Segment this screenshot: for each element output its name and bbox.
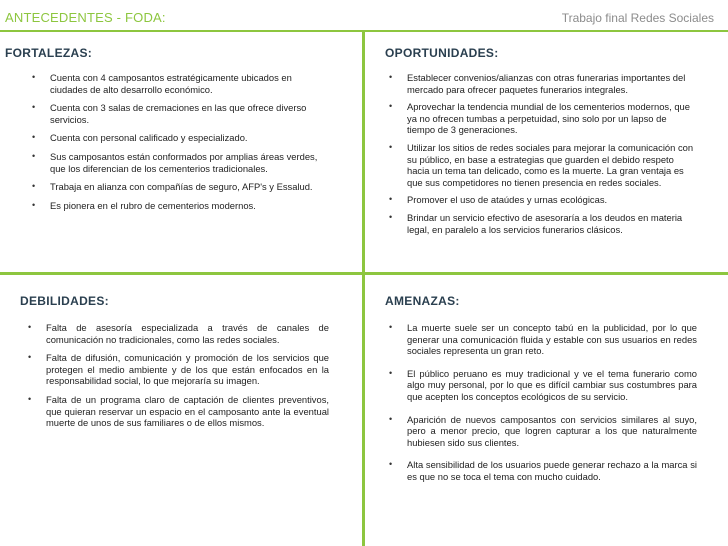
list-item-text: Cuenta con 4 camposantos estratégicamente ubicados en ciudades de alto desarrollo económico.: [50, 72, 292, 95]
list-item-text: Falta de un programa claro de captación de clientes preventivos, que quieran reservar un espacio en el camposanto ante la eventual muerte de unos de sus familiares o de ellos mismos.: [46, 393, 329, 429]
bullet-icon: •: [389, 72, 393, 82]
list-item: [389, 72, 697, 95]
list-item: [389, 367, 697, 403]
bullet-icon: •: [389, 322, 393, 332]
list-item: [389, 211, 697, 235]
debilidades-title: DEBILIDADES:: [20, 294, 109, 308]
list-item-text: Sus camposantos están conformados por amplias áreas verdes, que los diferencian de los cementerios tradicionales.: [50, 150, 318, 174]
list-item-text: Aparición de nuevos camposantos con servicios similares al suyo, pero a menor precio, que logren capturar a los que naturalmente hubiesen sido sus clientes.: [407, 413, 697, 448]
list-item: [28, 322, 329, 345]
list-item-text: Utilizar los sitios de redes sociales para mejorar la comunicación con su público, en base a estrategias que guarden el debido respeto hacia un tema tan delicado, como es la muerte. La gran ventaja es que sus competidores no tienen presencia en redes sociales.: [407, 141, 694, 188]
bullet-icon: •: [32, 199, 36, 210]
bullet-icon: •: [32, 181, 36, 192]
list-item: [389, 413, 697, 449]
horizontal-divider: [0, 272, 728, 275]
vertical-divider: [362, 32, 365, 546]
bullet-icon: •: [32, 72, 36, 82]
list-item-text: Cuenta con personal calificado y especializado.: [50, 132, 248, 144]
bullet-icon: •: [389, 141, 393, 152]
amenazas-title: AMENAZAS:: [385, 294, 460, 308]
list-item-text: Brindar un servicio efectivo de asesoraría a los deudos en materia legal, en paralelo a los servicios funerarios clásicos.: [407, 211, 683, 235]
bullet-icon: •: [28, 393, 32, 404]
slide-header: [0, 0, 728, 36]
list-item: [32, 150, 320, 174]
list-item: [389, 322, 697, 357]
list-item: [389, 101, 697, 136]
list-item: [32, 181, 320, 193]
bullet-icon: •: [32, 150, 36, 161]
bullet-icon: •: [389, 367, 393, 378]
amenazas-quadrant: [385, 294, 705, 494]
bullet-icon: •: [32, 102, 36, 113]
slide-subtitle: Trabajo final Redes Sociales: [561, 11, 714, 25]
list-item-text: Cuenta con 3 salas de cremaciones en las que ofrece diverso servicios.: [50, 102, 307, 125]
bullet-icon: •: [389, 211, 393, 222]
debilidades-list: [28, 322, 329, 429]
list-item: [32, 199, 320, 212]
amenazas-list: [389, 322, 697, 483]
list-item-text: Aprovechar la tendencia mundial de los cementerios modernos, que ya no ofrecen tumbas a perpetuidad, sino solo por un lapso de tiempo de 3 generaciones.: [407, 101, 690, 136]
list-item-text: Falta de difusión, comunicación y promoción de los servicios que protegen el medio ambiente y de los que están enfocados en la responsabilidad social, lo que mejoraría su imagen.: [46, 352, 329, 387]
list-item-text: Falta de asesoría especializada a través de canales de comunicación no tradicionales, como las redes sociales.: [46, 322, 329, 345]
bullet-icon: •: [32, 132, 36, 143]
list-item-text: El público peruano es muy tradicional y ve el tema funerario como algo muy personal, por lo que es difícil cambiar sus costumbres para que acepten los conceptos ecológicos de su servicio.: [407, 367, 697, 402]
list-item-text: Alta sensibilidad de los usuarios puede generar rechazo a la marca si es que no se toca el tema con mucho cuidado.: [407, 459, 697, 482]
oportunidades-quadrant: [385, 46, 705, 241]
bullet-icon: •: [28, 352, 32, 363]
list-item: [389, 194, 697, 206]
fortalezas-quadrant: [5, 46, 355, 218]
list-item-text: Trabaja en alianza con compañías de seguro, AFP's y Essalud.: [50, 181, 313, 193]
list-item: [32, 132, 320, 144]
fortalezas-list: [32, 72, 320, 211]
bullet-icon: •: [389, 101, 393, 112]
list-item: [28, 393, 329, 429]
bullet-icon: •: [28, 322, 32, 332]
slide-title: ANTECEDENTES - FODA:: [5, 10, 166, 25]
fortalezas-title: FORTALEZAS:: [5, 46, 93, 60]
list-item-text: La muerte suele ser un concepto tabú en la publicidad, por lo que generar una comunicación fluida y estable con sus usuarios en redes sociales representa un gran reto.: [407, 322, 697, 357]
list-item-text: Promover el uso de ataúdes y urnas ecológicas.: [407, 194, 608, 206]
list-item: [389, 459, 697, 482]
list-item: [28, 352, 329, 387]
list-item: [389, 141, 697, 188]
list-item: [32, 72, 320, 95]
list-item-text: Establecer convenios/alianzas con otras funerarias importantes del mercado para ofrecer paquetes funerarios integrales.: [407, 72, 686, 95]
oportunidades-list: [389, 72, 697, 235]
list-item: [32, 102, 320, 125]
bullet-icon: •: [389, 194, 393, 205]
list-item-text: Es pionera en el rubro de cementerios modernos.: [50, 199, 256, 211]
debilidades-quadrant: [20, 294, 340, 436]
bullet-icon: •: [389, 413, 393, 424]
bullet-icon: •: [389, 459, 393, 470]
oportunidades-title: OPORTUNIDADES:: [385, 46, 499, 60]
